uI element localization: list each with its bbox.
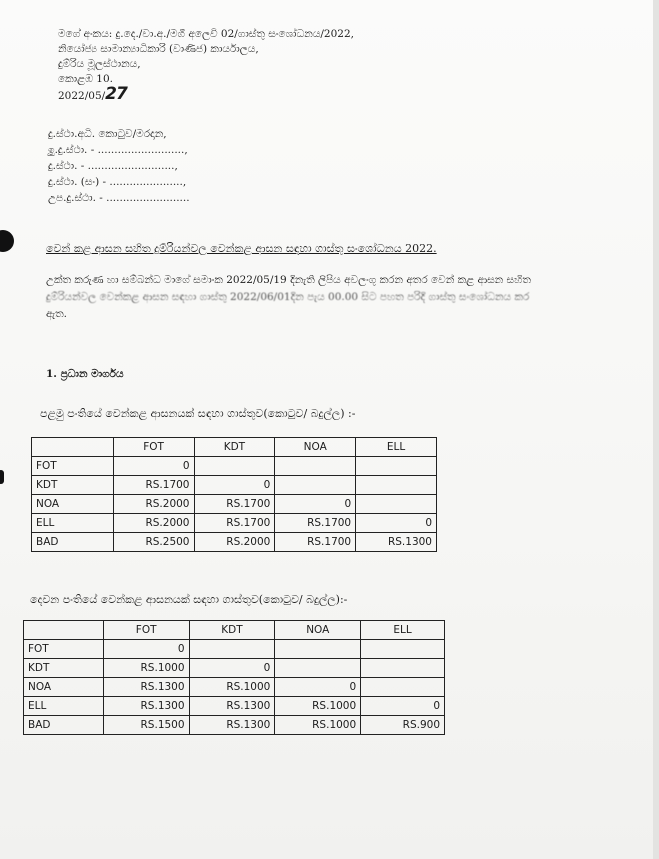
fare-cell: RS.1000 bbox=[275, 697, 361, 716]
fare-cell bbox=[361, 659, 445, 678]
first-class-caption: පළමු පංතියේ වෙන්කළ ආසනයක් සඳහා ගාස්තුව(කොටුව/ බදුල්ල) :- bbox=[40, 407, 356, 420]
fare-cell: RS.1700 bbox=[275, 514, 356, 533]
fare-cell: 0 bbox=[275, 495, 356, 514]
fare-cell bbox=[189, 640, 275, 659]
handwritten-day: 27 bbox=[105, 84, 127, 104]
fare-cell bbox=[275, 476, 356, 495]
subject-heading: වෙන් කළ ආසන සහිත දුම්රියන්වල වෙන්කළ ආසන සඳහා ගාස්තු සංශෝධනය 2022. bbox=[46, 242, 437, 255]
fare-cell: 0 bbox=[275, 678, 361, 697]
fare-cell: RS.2000 bbox=[113, 495, 194, 514]
table-row bbox=[32, 495, 437, 514]
table-row bbox=[32, 476, 437, 495]
fare-cell: RS.1700 bbox=[194, 495, 275, 514]
fare-cell: 0 bbox=[103, 640, 189, 659]
fare-cell bbox=[356, 457, 437, 476]
header-cell bbox=[24, 621, 104, 640]
distribution-item: ඉු.දු.ස්ථා. - .........................., bbox=[48, 144, 188, 156]
distribution-item: දු.ස්ථා. (සං) - ......................, bbox=[48, 176, 187, 188]
reference-number: මගේ අංකය: දු.දෙ./වා.අ./මගී අලෙවි 02/ගාස්තු සංශෝධනය/2022, bbox=[58, 28, 354, 40]
second-class-fare-table bbox=[23, 620, 445, 735]
body-paragraph bbox=[46, 272, 636, 323]
station-cell: FOT bbox=[24, 640, 104, 659]
fare-cell: RS.1700 bbox=[194, 514, 275, 533]
fare-cell bbox=[361, 640, 445, 659]
fare-cell: 0 bbox=[361, 697, 445, 716]
office-name: නියෝජ්‍ය සාමාන්‍යාධිකාරි (වාණිජ) කාර්යාලය, bbox=[58, 43, 259, 55]
station-cell: KDT bbox=[32, 476, 114, 495]
fare-cell bbox=[356, 495, 437, 514]
distribution-item: දු.ස්ථා. - .........................., bbox=[48, 160, 178, 172]
fare-cell: RS.1000 bbox=[275, 716, 361, 735]
fare-cell: RS.2000 bbox=[194, 533, 275, 552]
second-class-caption: දෙවන පංතියේ වෙන්කළ ආසනයක් සඳහා ගාස්තුව(කොටුව/ බදුල්ල):- bbox=[30, 593, 348, 606]
station-cell: BAD bbox=[24, 716, 104, 735]
fare-cell: 0 bbox=[356, 514, 437, 533]
city-name: කොළඹ 10. bbox=[58, 73, 113, 85]
fare-cell bbox=[356, 476, 437, 495]
station-cell: NOA bbox=[32, 495, 114, 514]
reference-block bbox=[58, 27, 354, 104]
station-cell: NOA bbox=[24, 678, 104, 697]
distribution-item: උප.දු.ස්ථා. - ......................... bbox=[48, 192, 190, 204]
table-row bbox=[24, 640, 445, 659]
fare-cell: RS.1700 bbox=[275, 533, 356, 552]
table-row bbox=[24, 659, 445, 678]
station-cell: FOT bbox=[32, 457, 114, 476]
fare-cell: RS.1500 bbox=[103, 716, 189, 735]
fare-cell: 0 bbox=[189, 659, 275, 678]
station-cell: ELL bbox=[32, 514, 114, 533]
station-cell: ELL bbox=[24, 697, 104, 716]
fare-cell bbox=[275, 640, 361, 659]
body-line: ඇත. bbox=[46, 308, 67, 320]
table-header-row bbox=[24, 621, 445, 640]
fare-cell: 0 bbox=[194, 476, 275, 495]
fare-cell: RS.1300 bbox=[189, 716, 275, 735]
punch-hole-mark bbox=[0, 230, 14, 252]
fare-cell: RS.900 bbox=[361, 716, 445, 735]
header-cell: ELL bbox=[356, 438, 437, 457]
fare-cell: 0 bbox=[113, 457, 194, 476]
fare-cell bbox=[275, 659, 361, 678]
first-class-fare-table bbox=[31, 437, 437, 552]
letter-date: 2022/05/27 bbox=[58, 84, 127, 104]
fare-cell bbox=[361, 678, 445, 697]
body-line: උක්ත කරුණ හා සම්බන්ධ මාගේ සමාංක 2022/05/19 දිනැති ලිපිය අවලංගු කරන අතර වෙන් කළ ආසන සහිත bbox=[46, 274, 531, 286]
table-row bbox=[24, 697, 445, 716]
body-line: දුම්රියන්වල වෙන්කළ ආසන සඳහා ගාස්තු 2022/06/01දින පැය 00.00 සිට පහත පරිදි ගාස්තු සංශෝධනය කර bbox=[46, 291, 530, 303]
fare-cell: RS.2500 bbox=[113, 533, 194, 552]
punch-hole-mark bbox=[0, 470, 4, 484]
table-row bbox=[32, 514, 437, 533]
table-row bbox=[24, 716, 445, 735]
fare-cell: RS.1700 bbox=[113, 476, 194, 495]
table-header-row bbox=[32, 438, 437, 457]
fare-cell bbox=[275, 457, 356, 476]
header-cell: FOT bbox=[113, 438, 194, 457]
section-title: 1. ප්‍රධාන මාර්ගය bbox=[46, 368, 124, 380]
header-cell: ELL bbox=[361, 621, 445, 640]
header-cell: KDT bbox=[189, 621, 275, 640]
fare-cell: RS.1000 bbox=[189, 678, 275, 697]
distribution-item: දු.ස්ථා.අධි. කොටුව/මරදාන, bbox=[48, 128, 167, 140]
fare-cell: RS.1000 bbox=[103, 659, 189, 678]
fare-cell: RS.1300 bbox=[189, 697, 275, 716]
fare-cell bbox=[194, 457, 275, 476]
table-row bbox=[32, 533, 437, 552]
header-cell bbox=[32, 438, 114, 457]
headquarters-name: දුම්රිය මූලස්ථානය, bbox=[58, 58, 141, 70]
table-row bbox=[24, 678, 445, 697]
fare-cell: RS.1300 bbox=[356, 533, 437, 552]
station-cell: KDT bbox=[24, 659, 104, 678]
header-cell: NOA bbox=[275, 438, 356, 457]
fare-cell: RS.1300 bbox=[103, 678, 189, 697]
header-cell: NOA bbox=[275, 621, 361, 640]
fare-cell: RS.2000 bbox=[113, 514, 194, 533]
fare-cell: RS.1300 bbox=[103, 697, 189, 716]
table-row bbox=[32, 457, 437, 476]
header-cell: KDT bbox=[194, 438, 275, 457]
header-cell: FOT bbox=[103, 621, 189, 640]
station-cell: BAD bbox=[32, 533, 114, 552]
distribution-list bbox=[48, 126, 190, 206]
